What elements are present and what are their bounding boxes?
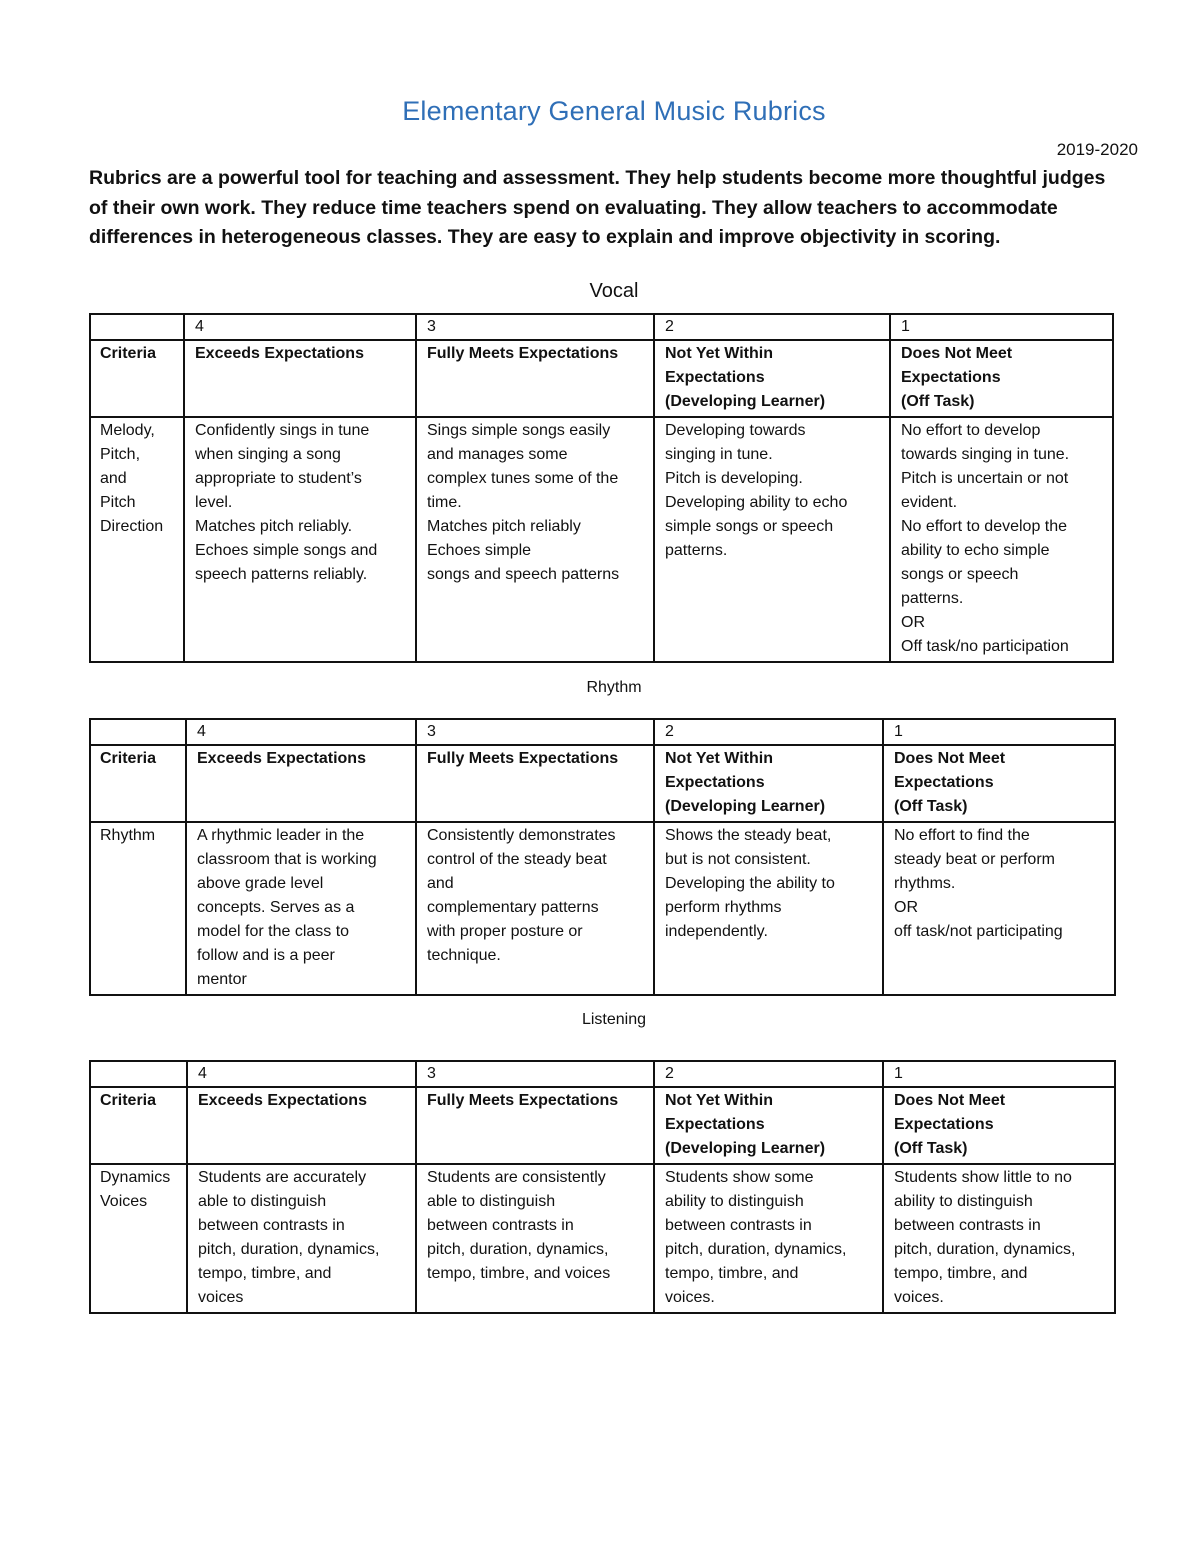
cell-line: No effort to develop the bbox=[901, 518, 1068, 535]
header-not-yet bbox=[654, 340, 890, 417]
cell-line: able to distinguish bbox=[198, 1193, 327, 1210]
cell-line: singing in tune. bbox=[665, 446, 773, 463]
score-cell: 3 bbox=[416, 719, 654, 745]
does-not-cell bbox=[883, 822, 1115, 995]
header-line: Expectations bbox=[665, 369, 765, 386]
cell-line: ability to distinguish bbox=[665, 1193, 804, 1210]
rubric-row bbox=[90, 1164, 1115, 1313]
intro-line: Rubrics are a powerful tool for teaching and assessment. They help students become more thoughtful judges bbox=[89, 167, 1106, 189]
criteria-header: Criteria bbox=[90, 1087, 187, 1164]
score-row bbox=[90, 719, 1115, 745]
cell-line: independently. bbox=[665, 923, 768, 940]
cell-line: songs or speech bbox=[901, 566, 1019, 583]
cell-line: complex tunes some of the bbox=[427, 470, 619, 487]
cell-line: Melody, bbox=[100, 422, 155, 439]
header-line: Fully Meets Expectations bbox=[427, 345, 619, 362]
header-line: Expectations bbox=[901, 369, 1001, 386]
header-line: Exceeds Expectations bbox=[198, 1092, 367, 1109]
cell-line: technique. bbox=[427, 947, 501, 964]
cell-line: Students are consistently bbox=[427, 1169, 606, 1186]
not-yet-cell bbox=[654, 417, 890, 662]
cell-line: Developing ability to echo bbox=[665, 494, 848, 511]
cell-line: level. bbox=[195, 494, 233, 511]
cell-line: simple songs or speech bbox=[665, 518, 834, 535]
cell-line: between contrasts in bbox=[894, 1217, 1041, 1234]
cell-line: mentor bbox=[197, 971, 247, 988]
cell-line: and bbox=[100, 470, 127, 487]
cell-line: Off task/no participation bbox=[901, 638, 1069, 655]
fully-cell bbox=[416, 822, 654, 995]
criteria-cell bbox=[90, 1164, 187, 1313]
header-line: (Off Task) bbox=[894, 1140, 968, 1157]
cell-line: No effort to find the bbox=[894, 827, 1030, 844]
cell-line: Pitch is uncertain or not bbox=[901, 470, 1069, 487]
cell-line: No effort to develop bbox=[901, 422, 1041, 439]
cell-line: voices. bbox=[665, 1289, 715, 1306]
listening-section-title: Listening bbox=[581, 1011, 647, 1028]
header-line: Exceeds Expectations bbox=[197, 750, 366, 767]
cell-line: ability to distinguish bbox=[894, 1193, 1033, 1210]
school-year: 2019-2020 bbox=[1056, 140, 1138, 159]
score-cell: 4 bbox=[184, 314, 416, 340]
does-not-cell bbox=[890, 417, 1113, 662]
rubric-row bbox=[90, 822, 1115, 995]
cell-line: Students are accurately bbox=[198, 1169, 367, 1186]
header-row bbox=[90, 1087, 1115, 1164]
rubric-row bbox=[90, 417, 1113, 662]
cell-line: Matches pitch reliably. bbox=[195, 518, 353, 535]
cell-line: towards singing in tune. bbox=[901, 446, 1070, 463]
cell-line: songs and speech patterns bbox=[427, 566, 620, 583]
cell-line: pitch, duration, dynamics, bbox=[198, 1241, 380, 1258]
cell-line: tempo, timbre, and voices bbox=[427, 1265, 611, 1282]
cell-line: between contrasts in bbox=[665, 1217, 812, 1234]
score-row bbox=[90, 1061, 1115, 1087]
cell-line: tempo, timbre, and bbox=[894, 1265, 1028, 1282]
header-line: Not Yet Within bbox=[665, 750, 773, 767]
criteria-header: Criteria bbox=[90, 340, 184, 417]
header-line: Not Yet Within bbox=[665, 1092, 773, 1109]
exceeds-cell bbox=[187, 1164, 416, 1313]
cell-line: perform rhythms bbox=[665, 899, 782, 916]
header-not-yet bbox=[654, 745, 883, 822]
intro-paragraph bbox=[89, 164, 1139, 253]
intro-line: of their own work. They reduce time teachers spend on evaluating. They allow teachers to accommodate bbox=[89, 196, 1058, 219]
cell-line: Pitch is developing. bbox=[665, 470, 803, 487]
score-cell: 1 bbox=[883, 1061, 1115, 1087]
exceeds-cell bbox=[186, 822, 416, 995]
empty-cell bbox=[90, 314, 184, 340]
header-line: (Developing Learner) bbox=[665, 393, 826, 410]
cell-line: follow and is a peer bbox=[197, 947, 335, 964]
cell-line: Direction bbox=[100, 518, 164, 535]
score-cell: 4 bbox=[187, 1061, 416, 1087]
header-does-not bbox=[890, 340, 1113, 417]
cell-line: OR bbox=[894, 899, 918, 916]
header-not-yet bbox=[654, 1087, 883, 1164]
cell-line: with proper posture or bbox=[427, 923, 583, 940]
header-line: (Off Task) bbox=[901, 393, 975, 410]
cell-line: voices bbox=[198, 1289, 244, 1306]
cell-line: voices. bbox=[894, 1289, 944, 1306]
cell-line: control of the steady beat bbox=[427, 851, 607, 868]
cell-line: between contrasts in bbox=[427, 1217, 574, 1234]
cell-line: ability to echo simple bbox=[901, 542, 1050, 559]
empty-cell bbox=[90, 1061, 187, 1087]
does-not-cell bbox=[883, 1164, 1115, 1313]
cell-line: Voices bbox=[100, 1193, 148, 1210]
cell-line: Consistently demonstrates bbox=[427, 827, 616, 844]
empty-cell bbox=[90, 719, 186, 745]
cell-line: tempo, timbre, and bbox=[665, 1265, 799, 1282]
score-cell: 2 bbox=[654, 314, 890, 340]
cell-line: Students show little to no bbox=[894, 1169, 1072, 1186]
cell-line: concepts. Serves as a bbox=[197, 899, 355, 916]
cell-line: steady beat or perform bbox=[894, 851, 1055, 868]
cell-line: time. bbox=[427, 494, 462, 511]
cell-line: pitch, duration, dynamics, bbox=[894, 1241, 1076, 1258]
criteria-cell bbox=[90, 822, 186, 995]
cell-line: Developing towards bbox=[665, 422, 806, 439]
cell-line: rhythms. bbox=[894, 875, 956, 892]
cell-line: Dynamics bbox=[100, 1169, 171, 1186]
cell-line: above grade level bbox=[197, 875, 324, 892]
rhythm-rubric-table bbox=[89, 718, 1116, 996]
cell-line: classroom that is working bbox=[197, 851, 377, 868]
score-cell: 2 bbox=[654, 719, 883, 745]
header-row bbox=[90, 340, 1113, 417]
criteria-header: Criteria bbox=[90, 745, 186, 822]
cell-line: off task/not participating bbox=[894, 923, 1063, 940]
header-fully bbox=[416, 745, 654, 822]
header-line: Fully Meets Expectations bbox=[427, 750, 619, 767]
header-line: (Developing Learner) bbox=[665, 1140, 826, 1157]
cell-line: Confidently sings in tune bbox=[195, 422, 370, 439]
not-yet-cell bbox=[654, 1164, 883, 1313]
cell-line: Students show some bbox=[665, 1169, 814, 1186]
cell-line: and manages some bbox=[427, 446, 568, 463]
cell-line: Pitch bbox=[100, 494, 136, 511]
cell-line: Echoes simple bbox=[427, 542, 532, 559]
cell-line: Shows the steady beat, bbox=[665, 827, 832, 844]
score-cell: 3 bbox=[416, 314, 654, 340]
score-cell: 3 bbox=[416, 1061, 654, 1087]
cell-line: A rhythmic leader in the bbox=[197, 827, 365, 844]
score-row bbox=[90, 314, 1113, 340]
score-cell: 1 bbox=[890, 314, 1113, 340]
header-line: Expectations bbox=[665, 1116, 765, 1133]
cell-line: complementary patterns bbox=[427, 899, 599, 916]
header-line: Does Not Meet bbox=[894, 750, 1006, 767]
header-line: Fully Meets Expectations bbox=[427, 1092, 619, 1109]
rhythm-section-title: Rhythm bbox=[586, 679, 642, 696]
header-line: Exceeds Expectations bbox=[195, 345, 364, 362]
cell-line: patterns. bbox=[901, 590, 964, 607]
header-line: Expectations bbox=[894, 774, 994, 791]
cell-line: pitch, duration, dynamics, bbox=[427, 1241, 609, 1258]
fully-cell bbox=[416, 417, 654, 662]
cell-line: Pitch, bbox=[100, 446, 141, 463]
vocal-rubric-table bbox=[89, 313, 1114, 663]
cell-line: but is not consistent. bbox=[665, 851, 811, 868]
header-fully bbox=[416, 1087, 654, 1164]
header-exceeds bbox=[184, 340, 416, 417]
cell-line: Sings simple songs easily bbox=[427, 422, 611, 439]
criteria-cell bbox=[90, 417, 184, 662]
score-cell: 4 bbox=[186, 719, 416, 745]
cell-line: Matches pitch reliably bbox=[427, 518, 581, 535]
score-cell: 1 bbox=[883, 719, 1115, 745]
cell-line: Echoes simple songs and bbox=[195, 542, 378, 559]
cell-line: model for the class to bbox=[197, 923, 350, 940]
header-line: (Off Task) bbox=[894, 798, 968, 815]
cell-line: Rhythm bbox=[100, 827, 156, 844]
intro-line: differences in heterogeneous classes. They are easy to explain and improve objectivity in scoring. bbox=[89, 226, 1001, 248]
header-line: Expectations bbox=[665, 774, 765, 791]
document-title: Elementary General Music Rubrics bbox=[402, 96, 826, 126]
cell-line: patterns. bbox=[665, 542, 728, 559]
header-exceeds bbox=[186, 745, 416, 822]
header-does-not bbox=[883, 1087, 1115, 1164]
header-row bbox=[90, 745, 1115, 822]
exceeds-cell bbox=[184, 417, 416, 662]
cell-line: between contrasts in bbox=[198, 1217, 345, 1234]
header-line: Expectations bbox=[894, 1116, 994, 1133]
cell-line: appropriate to student’s bbox=[195, 470, 362, 487]
cell-line: pitch, duration, dynamics, bbox=[665, 1241, 847, 1258]
score-cell: 2 bbox=[654, 1061, 883, 1087]
header-fully bbox=[416, 340, 654, 417]
listening-rubric-table bbox=[89, 1060, 1116, 1314]
cell-line: OR bbox=[901, 614, 925, 631]
vocal-section-title: Vocal bbox=[589, 280, 639, 302]
cell-line: when singing a song bbox=[195, 446, 341, 463]
header-line: Does Not Meet bbox=[894, 1092, 1006, 1109]
cell-line: Developing the ability to bbox=[665, 875, 835, 892]
cell-line: able to distinguish bbox=[427, 1193, 556, 1210]
header-exceeds bbox=[187, 1087, 416, 1164]
cell-line: speech patterns reliably. bbox=[195, 566, 368, 583]
header-line: (Developing Learner) bbox=[665, 798, 826, 815]
header-does-not bbox=[883, 745, 1115, 822]
cell-line: tempo, timbre, and bbox=[198, 1265, 332, 1282]
cell-line: and bbox=[427, 875, 454, 892]
header-line: Not Yet Within bbox=[665, 345, 773, 362]
cell-line: evident. bbox=[901, 494, 958, 511]
fully-cell bbox=[416, 1164, 654, 1313]
header-line: Does Not Meet bbox=[901, 345, 1013, 362]
not-yet-cell bbox=[654, 822, 883, 995]
